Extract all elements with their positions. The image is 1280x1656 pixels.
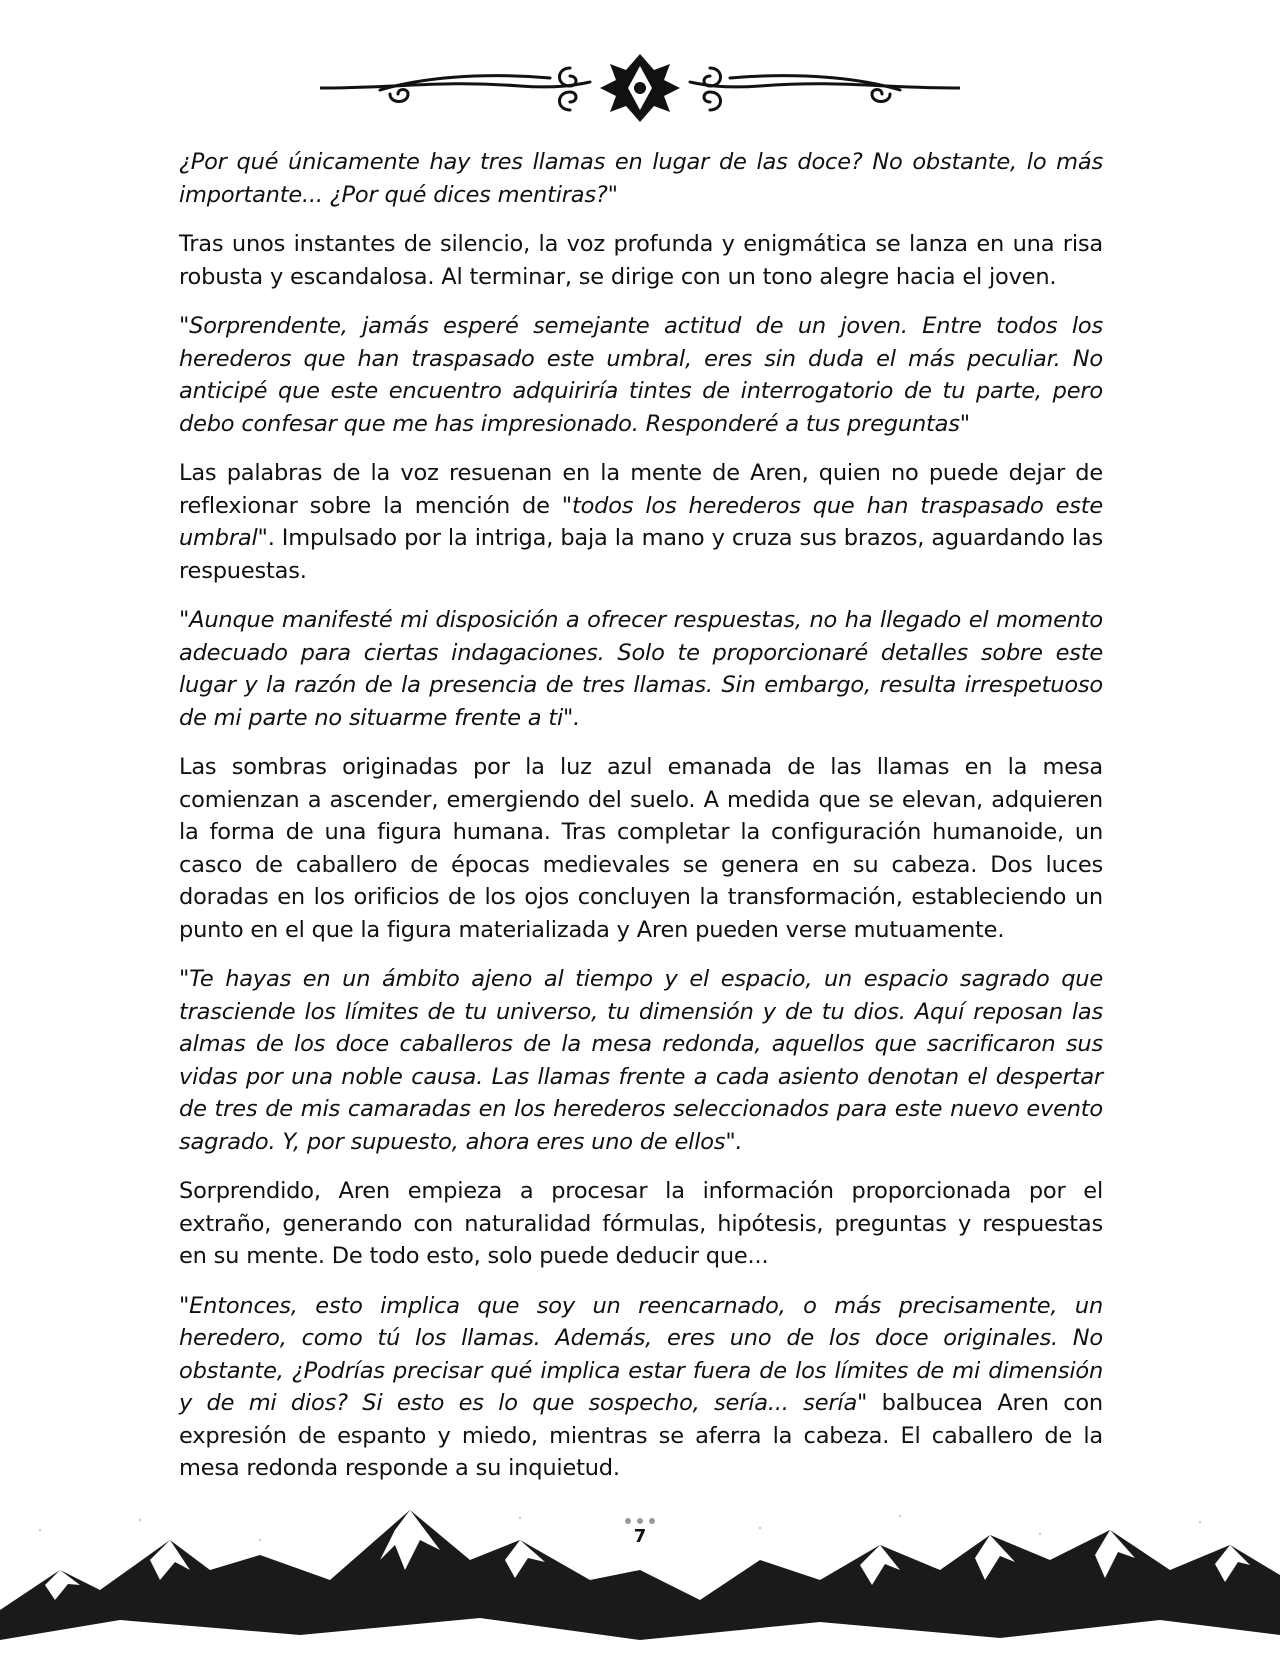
- paragraph: ¿Por qué únicamente hay tres llamas en lugar de las doce? No obstante, lo más importante... ¿Por qué dices mentiras?": [179, 149, 1103, 208]
- page-number: 7: [633, 1526, 647, 1547]
- paragraph-text: Las palabras de la voz resuenan en la mente de Aren, quien no puede dejar de reflexionar sobre la mención de: [179, 460, 1103, 519]
- header-flourish-ornament: [320, 48, 960, 128]
- quoted-text: "Entonces, esto implica que soy un reencarnado, o más precisamente, un heredero, como tú los llamas. Además, eres uno de los doce originales. No obstante, ¿Podrías precisar qué implica estar fuera de los límites de mi dimensión y de mi dios? Si esto es lo que sospecho, sería... sería": [179, 1292, 1103, 1416]
- paragraph-text: . Impulsado por la intriga, baja la mano y cruza sus brazos, aguardando las respuestas.: [179, 525, 1103, 584]
- paragraph: Tras unos instantes de silencio, la voz profunda y enigmática se lanza en una risa robusta y escandalosa. Al terminar, se dirige con un tono alegre hacia el joven.: [179, 231, 1103, 290]
- paragraph: Sorprendido, Aren empieza a procesar la información proporcionada por el extraño, generando con naturalidad fórmulas, hipótesis, preguntas y respuestas en su mente. De todo esto, solo puede deducir que...: [179, 1178, 1103, 1269]
- paragraph: "Sorprendente, jamás esperé semejante actitud de un joven. Entre todos los herederos que han traspasado este umbral, eres sin duda el más peculiar. No anticipé que este encuentro adquiriría tintes de interrogatorio de tu parte, pero debo confesar que me has impresionado. Responderé a tus preguntas": [179, 313, 1103, 437]
- paragraph: [179, 1290, 1103, 1485]
- paragraph: [179, 457, 1103, 587]
- paragraph: "Aunque manifesté mi disposición a ofrecer respuestas, no ha llegado el momento adecuado para ciertas indagaciones. Solo te proporcionaré detalles sobre este lugar y la razón de la presencia de tres llamas. Sin embargo, resulta irrespetuoso de mi parte no situarme frente a ti".: [179, 607, 1103, 731]
- paragraph-text: balbucea Aren con expresión de espanto y miedo, mientras se aferra la cabeza. El caballero de la mesa redonda responde a su inquietud.: [179, 1390, 1103, 1481]
- paragraph: Las sombras originadas por la luz azul emanada de las llamas en la mesa comienzan a ascender, emergiendo del suelo. A medida que se elevan, adquieren la forma de una figura humana. Tras completar la configuración humanoide, un casco de caballero de épocas medievales se genera en su cabeza. Dos luces doradas en los orificios de los ojos concluyen la transformación, estableciendo un punto en el que la figura materializada y Aren pueden verse mutuamente.: [179, 754, 1103, 943]
- paragraph: "Te hayas en un ámbito ajeno al tiempo y el espacio, un espacio sagrado que trasciende los límites de tu universo, tu dimensión y de tu dios. Aquí reposan las almas de los doce caballeros de la mesa redonda, aquellos que sacrificaron sus vidas por una noble causa. Las llamas frente a cada asiento denotan el despertar de tres de mis camaradas en los herederos seleccionados para este nuevo evento sagrado. Y, por supuesto, ahora eres uno de ellos".: [179, 966, 1103, 1155]
- page-dots-ornament: [620, 1516, 660, 1526]
- body-text: [179, 146, 1103, 1502]
- quoted-text: "todos los herederos que han traspasado este umbral": [179, 492, 1103, 551]
